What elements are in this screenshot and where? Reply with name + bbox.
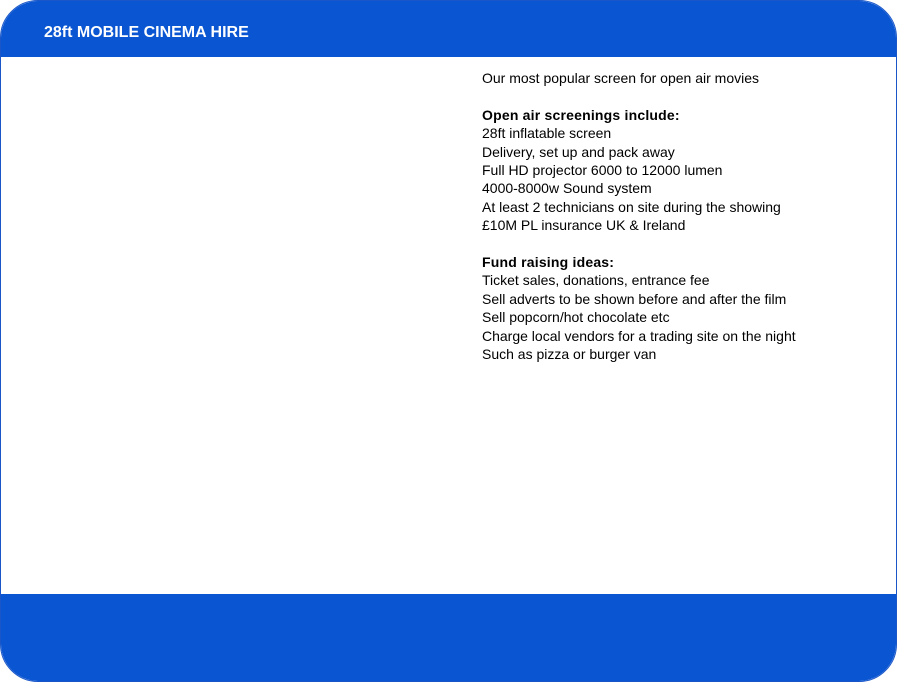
image-placeholder-area [1,57,471,596]
screenings-heading: Open air screenings include: [482,106,680,123]
spacer [482,235,882,253]
screenings-list [482,124,882,234]
list-item: Ticket sales, donations, entrance fee [482,272,710,289]
list-item: £10M PL insurance UK & Ireland [482,217,686,234]
list-item: Delivery, set up and pack away [482,143,675,160]
header-bar [1,1,896,57]
page-title: 28ft MOBILE CINEMA HIRE [44,24,249,41]
list-item: Charge local vendors for a trading site on the night [482,327,796,344]
spacer [482,87,882,105]
description-block [482,69,882,363]
list-item: Sell adverts to be shown before and after the film [482,290,787,307]
fundraising-heading: Fund raising ideas: [482,254,615,271]
list-item: Full HD projector 6000 to 12000 lumen [482,162,723,179]
intro-text: Our most popular screen for open air movies [482,70,760,86]
list-item: 4000-8000w Sound system [482,180,652,197]
list-item: 28ft inflatable screen [482,125,612,142]
fundraising-list [482,271,882,363]
list-item: Sell popcorn/hot chocolate etc [482,309,670,326]
list-item: Such as pizza or burger van [482,346,657,363]
list-item: At least 2 technicians on site during the showing [482,198,781,215]
footer-bar [1,594,896,681]
